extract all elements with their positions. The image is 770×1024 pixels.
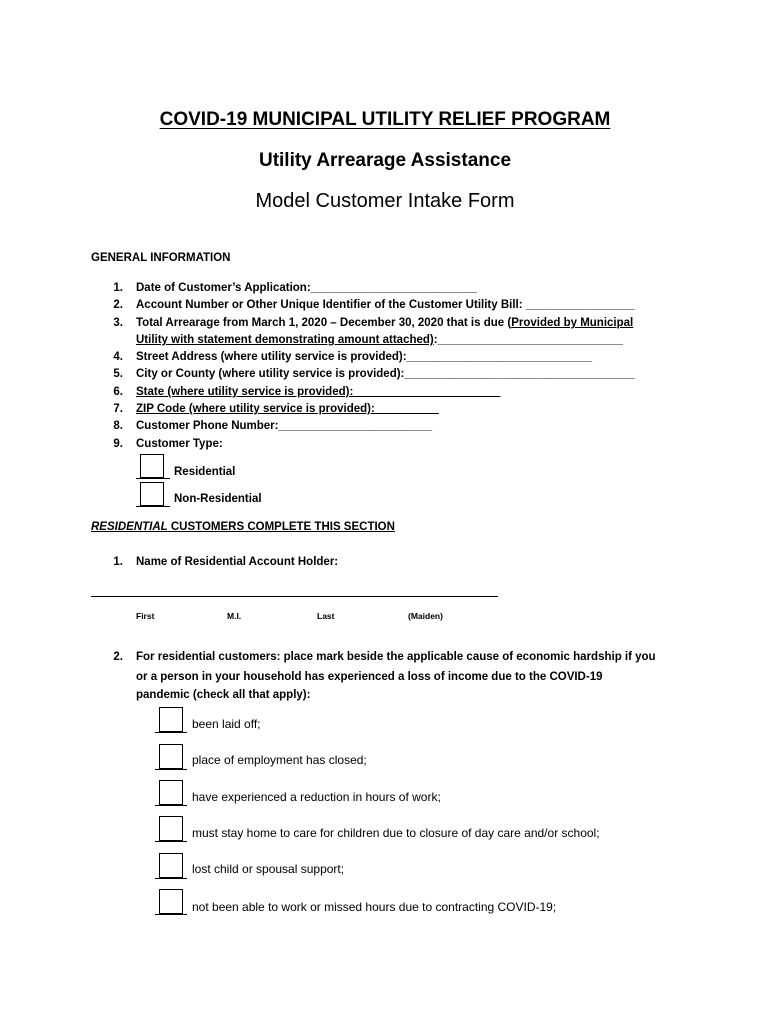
- form-title: COVID-19 MUNICIPAL UTILITY RELIEF PROGRAM: [159, 109, 611, 130]
- item-number: 9.: [113, 438, 123, 450]
- account-holder-name-label: Name of Residential Account Holder:: [136, 556, 339, 568]
- item-number: 1.: [113, 282, 123, 294]
- maiden-name-caption: (Maiden): [408, 611, 443, 621]
- field-application-date[interactable]: Date of Customer’s Application:__________________________: [136, 282, 477, 294]
- item-number: 7.: [113, 403, 123, 415]
- hardship-checkbox-covid-illness[interactable]: [159, 889, 183, 914]
- arrearage-text: Total Arrearage from March 1, 2020 – December 30, 2020 that is due (: [136, 317, 512, 329]
- hardship-question-line-2: or a person in your household has experienced a loss of income due to the COVID-19: [136, 671, 603, 683]
- hardship-question-line-1: For residential customers: place mark beside the applicable cause of economic hardship if you: [136, 651, 656, 663]
- field-phone-number[interactable]: Customer Phone Number:________________________: [136, 420, 432, 432]
- arrearage-provided-note: Provided by Municipal: [511, 317, 634, 329]
- field-street-address[interactable]: Street Address (where utility service is provided):_____________________________: [136, 351, 593, 363]
- item-number: 6.: [113, 386, 123, 398]
- field-state[interactable]: State (where utility service is provided):_______________________: [136, 386, 501, 398]
- checkbox-underline: [155, 878, 187, 879]
- item-number: 4.: [113, 351, 123, 363]
- customer-type-label: Customer Type:: [136, 438, 223, 450]
- last-name-caption: Last: [317, 611, 335, 621]
- item-number: 2.: [113, 299, 123, 311]
- residential-heading-rest: CUSTOMERS COMPLETE THIS SECTION: [167, 521, 395, 533]
- residential-checkbox[interactable]: [140, 454, 164, 478]
- item-number: 2.: [113, 651, 123, 663]
- item-number: 5.: [113, 368, 123, 380]
- field-total-arrearage-cont[interactable]: [136, 334, 623, 346]
- field-zip-code[interactable]: ZIP Code (where utility service is provided):__________: [136, 403, 439, 415]
- hardship-label-employment-closed: place of employment has closed;: [192, 753, 367, 767]
- form-name: Model Customer Intake Form: [255, 190, 515, 212]
- hardship-label-laid-off: been laid off;: [192, 717, 261, 731]
- checkbox-underline: [155, 732, 187, 733]
- checkbox-underline: [155, 841, 187, 842]
- residential-section-heading: [91, 521, 395, 533]
- checkbox-underline: [136, 506, 170, 507]
- account-holder-name-field[interactable]: [91, 596, 498, 597]
- residential-label: Residential: [174, 466, 236, 478]
- first-name-caption: First: [136, 611, 155, 621]
- field-city-county[interactable]: City or County (where utility service is provided):____________________________________: [136, 368, 635, 380]
- field-account-number[interactable]: Account Number or Other Unique Identifier of the Customer Utility Bill: _________________: [136, 299, 635, 311]
- arrearage-blank: :_____________________________: [433, 334, 624, 346]
- hardship-question-line-3: pandemic (check all that apply):: [136, 689, 311, 701]
- item-number: 8.: [113, 420, 123, 432]
- hardship-label-covid-illness: not been able to work or missed hours due to contracting COVID-19;: [192, 900, 557, 914]
- hardship-checkbox-reduced-hours[interactable]: [159, 780, 183, 805]
- checkbox-underline: [155, 914, 187, 915]
- general-info-heading: GENERAL INFORMATION: [91, 252, 231, 264]
- item-number: 3.: [113, 317, 123, 329]
- item-number: 1.: [113, 556, 123, 568]
- hardship-checkbox-employment-closed[interactable]: [159, 744, 183, 769]
- checkbox-underline: [155, 805, 187, 806]
- arrearage-provided-note-cont: Utility with statement demonstrating amount attached): [136, 334, 434, 346]
- residential-heading-italic: RESIDENTIAL: [91, 521, 168, 533]
- hardship-label-lost-support: lost child or spousal support;: [192, 862, 345, 876]
- non-residential-checkbox[interactable]: [140, 482, 164, 506]
- hardship-checkbox-childcare[interactable]: [159, 816, 183, 841]
- hardship-label-childcare: must stay home to care for children due to closure of day care and/or school;: [192, 826, 600, 840]
- form-subtitle: Utility Arrearage Assistance: [258, 150, 512, 171]
- hardship-checkbox-laid-off[interactable]: [159, 707, 183, 732]
- hardship-checkbox-lost-support[interactable]: [159, 853, 183, 878]
- hardship-label-reduced-hours: have experienced a reduction in hours of work;: [192, 790, 441, 804]
- checkbox-underline: [136, 478, 170, 479]
- field-total-arrearage[interactable]: [136, 317, 633, 329]
- checkbox-underline: [155, 769, 187, 770]
- non-residential-label: Non-Residential: [174, 493, 262, 505]
- middle-initial-caption: M.I.: [227, 611, 242, 621]
